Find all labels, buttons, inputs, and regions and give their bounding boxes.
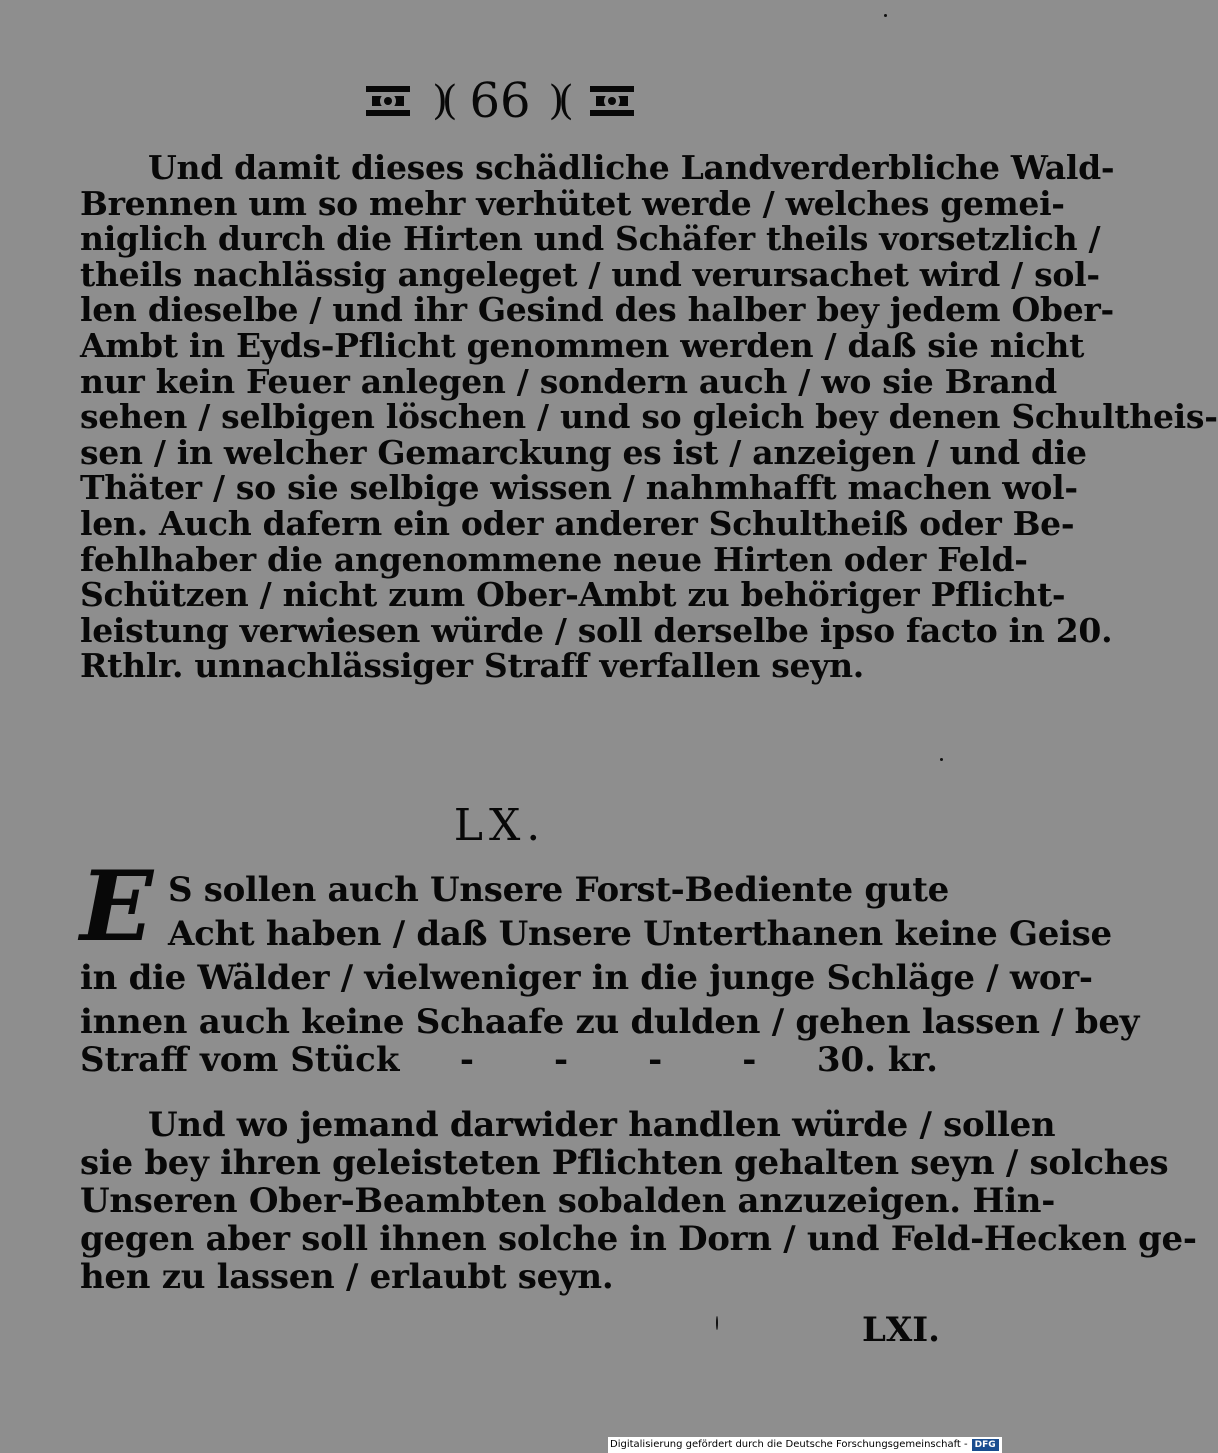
text-line: Thäter / so sie selbige wissen / nahmhafft machen wol- <box>80 468 1078 508</box>
digitization-footer <box>608 1437 1002 1453</box>
text-line: Brennen um so mehr verhütet werde / welches gemei- <box>80 183 1065 223</box>
text-line: sie bey ihren geleisteten Pflichten gehalten seyn / solches <box>80 1143 1169 1183</box>
fee-leader-dashes <box>460 1040 757 1080</box>
section-title: LX. <box>453 800 547 851</box>
text-line: S sollen auch Unsere Forst-Bediente gute <box>168 870 950 910</box>
footer-text: Digitalisierung gefördert durch die Deutsche Forschungsgemeinschaft - <box>610 1439 968 1450</box>
text-line: sen / in welcher Gemarckung es ist / anzeigen / und die <box>80 432 1087 472</box>
fee-label: Straff vom Stück <box>80 1040 400 1080</box>
text-line: theils nachlässig angeleget / und verursachet wird / sol- <box>80 254 1100 294</box>
text-line: Und damit dieses schädliche Landverderbliche Wald- <box>148 148 1115 187</box>
page-header <box>300 70 700 132</box>
text-line: sehen / selbigen löschen / und so gleich bey denen Schultheis- <box>80 397 1218 437</box>
text-line: Rthlr. unnachlässiger Straff verfallen seyn. <box>80 646 864 686</box>
catchword: LXI. <box>861 1310 940 1350</box>
text-line: hen zu lassen / erlaubt seyn. <box>80 1257 614 1297</box>
text-line: len dieselbe / und ihr Gesind des halber bey jedem Ober- <box>80 290 1114 330</box>
scan-speck <box>884 14 887 17</box>
text-line: leistung verwiesen würde / soll derselbe ipso facto in 20. <box>80 610 1113 650</box>
fee-line <box>80 1040 938 1080</box>
text-line: gegen aber soll ihnen solche in Dorn / und Feld-Hecken ge- <box>80 1219 1197 1259</box>
fee-amount: 30. kr. <box>816 1040 938 1080</box>
text-line: niglich durch die Hirten und Schäfer theils vorsetzlich / <box>80 219 1101 259</box>
ornament-left-icon <box>362 80 414 122</box>
leader-dash: - <box>648 1040 663 1080</box>
leader-dash: - <box>554 1040 569 1080</box>
leader-dash: - <box>459 1040 474 1080</box>
text-line: Ambt in Eyds-Pflicht genommen werden / daß sie nicht <box>80 325 1085 365</box>
leader-dash: - <box>742 1040 757 1080</box>
paragraph-wald-brennen <box>80 148 1218 686</box>
drop-cap-initial: E <box>80 850 154 963</box>
paragraph-forst-bediente <box>80 868 1140 1044</box>
text-line: Unseren Ober-Beambten sobalden anzuzeigen. Hin- <box>80 1181 1056 1221</box>
text-line: Acht haben / daß Unsere Unterthanen keine Geise <box>168 914 1112 954</box>
ornament-right-icon <box>586 80 638 122</box>
paragraph-anzeige <box>80 1105 1197 1297</box>
text-line: fehlhaber die angenommene neue Hirten oder Feld- <box>80 539 1028 579</box>
scan-speck <box>716 1316 718 1330</box>
header-bracket-left: )( <box>432 78 452 124</box>
page-number: 66 <box>469 73 531 129</box>
dfg-logo: DFG <box>972 1439 999 1451</box>
text-line: nur kein Feuer anlegen / sondern auch / wo sie Brand <box>80 361 1057 401</box>
text-line: innen auch keine Schaafe zu dulden / gehen lassen / bey <box>80 1002 1140 1042</box>
text-line: in die Wälder / vielweniger in die junge Schläge / wor- <box>80 958 1093 998</box>
text-line: len. Auch dafern ein oder anderer Schultheiß oder Be- <box>80 503 1075 543</box>
scan-speck <box>940 758 943 761</box>
header-bracket-right: )( <box>548 78 568 124</box>
text-line: Schützen / nicht zum Ober-Ambt zu behöriger Pflicht- <box>80 575 1066 615</box>
text-line: Und wo jemand darwider handlen würde / sollen <box>148 1105 1056 1145</box>
